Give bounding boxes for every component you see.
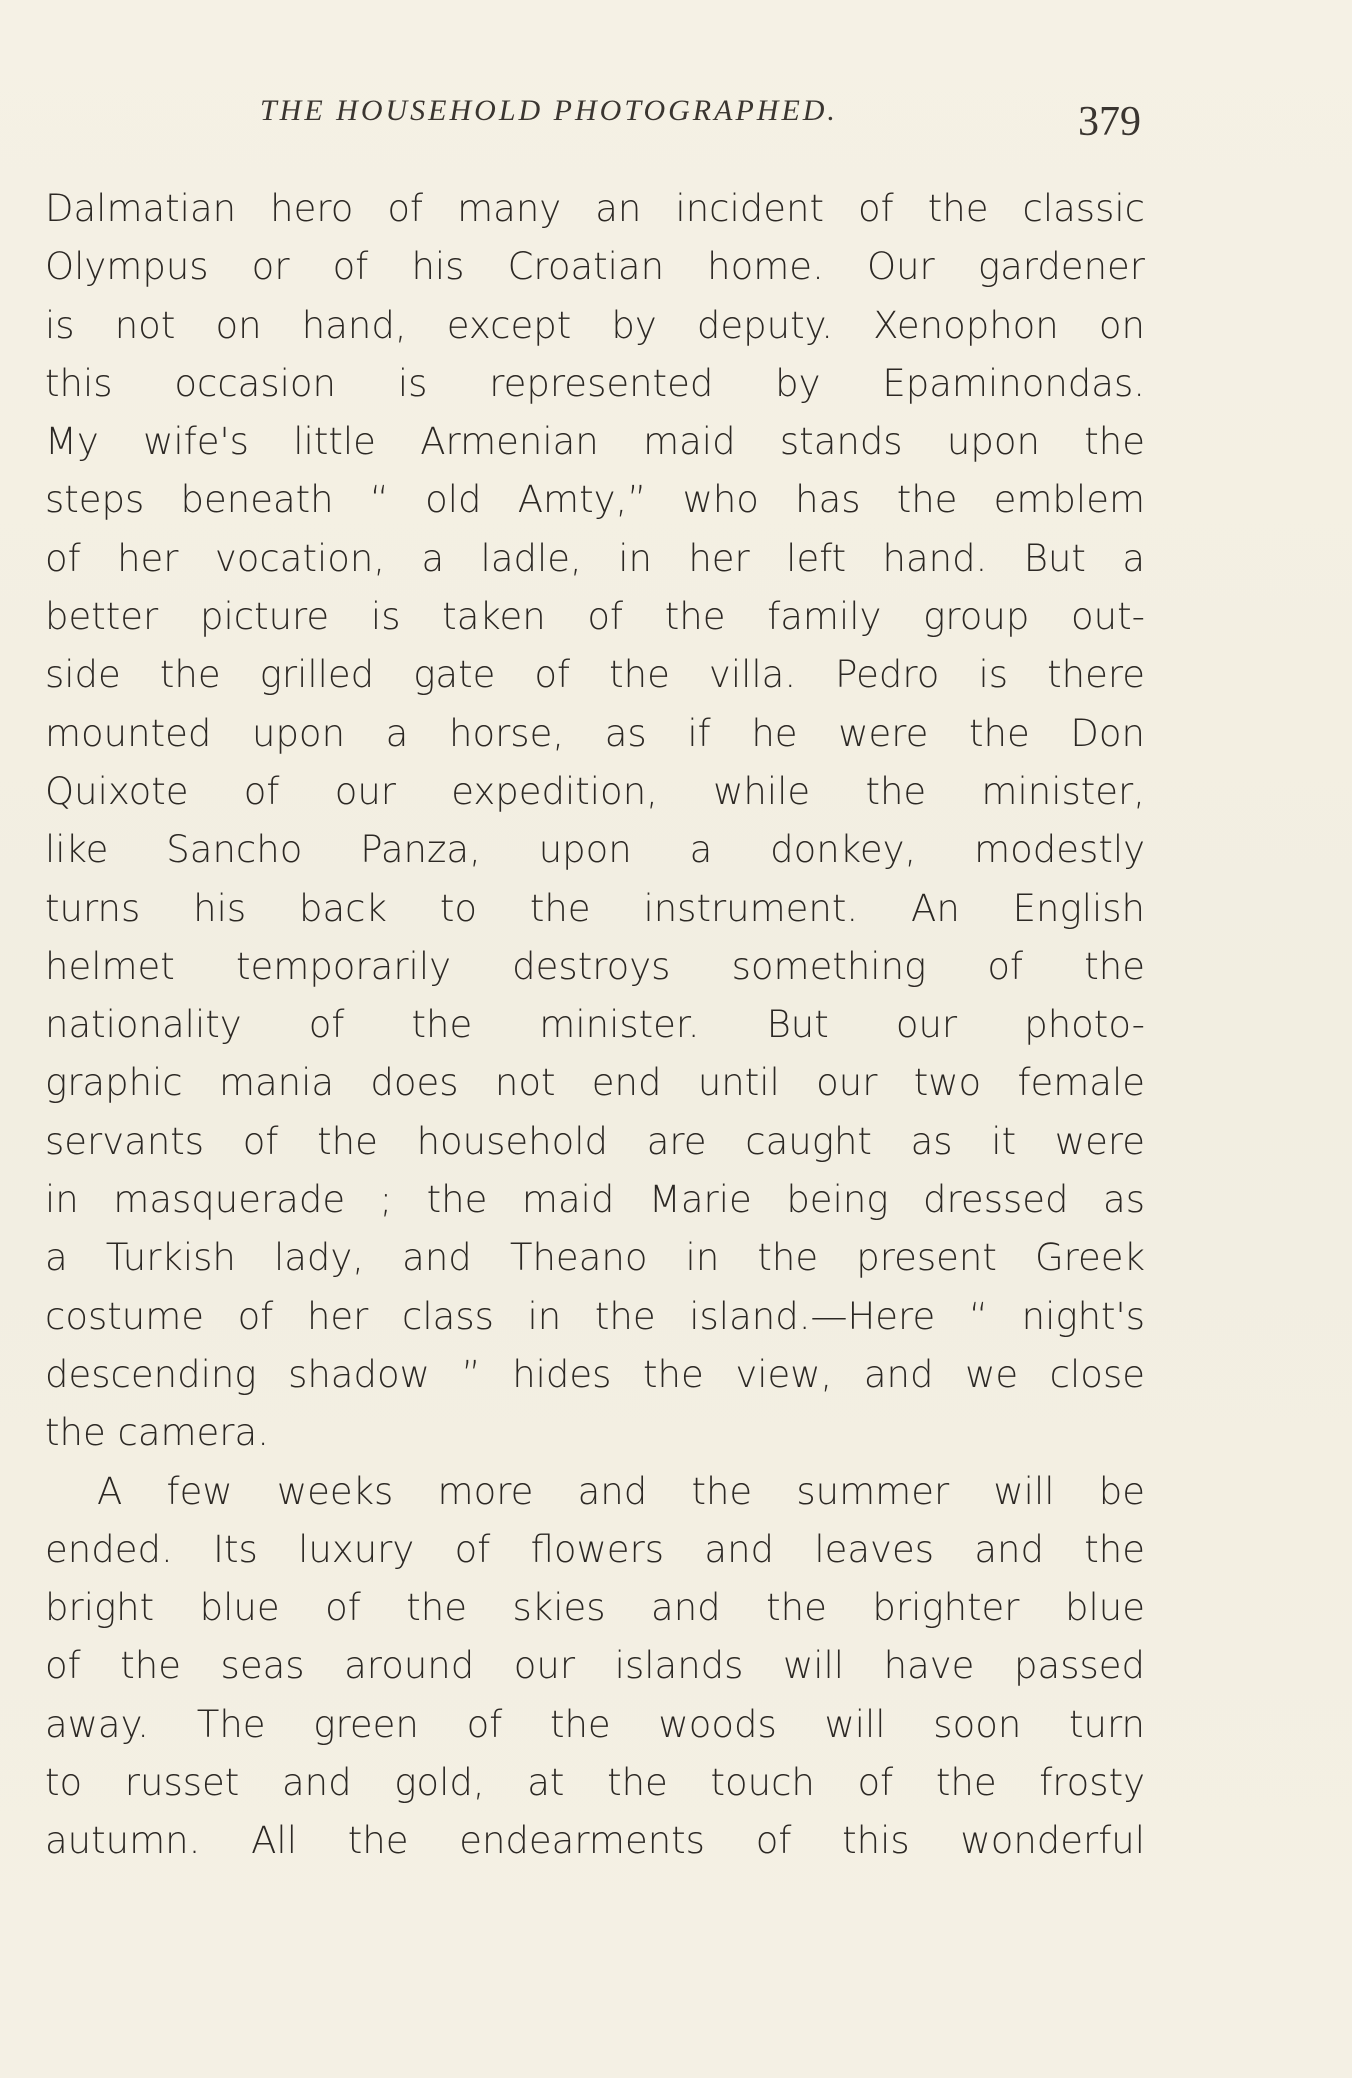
text-line: to russet and gold, at the touch of the frosty [45, 1761, 1145, 1805]
text-line: ended. Its luxury of flowers and leaves and the [45, 1527, 1145, 1571]
text-line: nationality of the minister. But our photo- [45, 1003, 1145, 1047]
text-line: Dalmatian hero of many an incident of the classic [45, 187, 1145, 230]
text-line: like Sancho Panza, upon a donkey, modestly [45, 828, 1145, 872]
text-line: A few weeks more and the summer will be [97, 1469, 1145, 1513]
text-line: bright blue of the skies and the brighter blue [45, 1586, 1145, 1630]
text-line: in masquerade ; the maid Marie being dressed as [45, 1178, 1145, 1222]
running-head: THE HOUSEHOLD PHOTOGRAPHED. [260, 94, 838, 127]
text-line: autumn. All the endearments of this wonderful [45, 1819, 1145, 1863]
text-line: steps beneath “ old Amty,” who has the emblem [45, 478, 1145, 522]
text-line: graphic mania does not end until our two female [45, 1061, 1145, 1105]
text-line: Olympus or of his Croatian home. Our gardener [45, 245, 1145, 289]
text-line: the camera. [45, 1411, 269, 1455]
text-line: is not on hand, except by deputy. Xenophon on [45, 303, 1145, 347]
text-line: a Turkish lady, and Theano in the present Greek [45, 1236, 1145, 1280]
text-line: turns his back to the instrument. An English [45, 886, 1145, 930]
body-text [45, 180, 1145, 1871]
text-line: costume of her class in the island.—Here “ night's [45, 1294, 1145, 1338]
text-line: of the seas around our islands will have passed [45, 1644, 1145, 1688]
page-number: 379 [1078, 99, 1141, 145]
text-line: side the grilled gate of the villa. Pedro is there [45, 653, 1145, 697]
text-line: this occasion is represented by Epaminondas. [45, 361, 1145, 405]
text-line: better picture is taken of the family group out- [45, 595, 1145, 639]
text-line: My wife's little Armenian maid stands upon the [45, 420, 1145, 464]
text-line: away. The green of the woods will soon turn [45, 1702, 1145, 1746]
text-line: servants of the household are caught as it were [45, 1119, 1145, 1163]
text-line: mounted upon a horse, as if he were the Don [45, 711, 1145, 755]
text-line: helmet temporarily destroys something of the [45, 944, 1145, 988]
text-line: of her vocation, a ladle, in her left hand. But a [45, 536, 1145, 580]
text-line: Quixote of our expedition, while the minister, [45, 769, 1145, 813]
text-line: descending shadow ” hides the view, and we close [45, 1352, 1145, 1396]
